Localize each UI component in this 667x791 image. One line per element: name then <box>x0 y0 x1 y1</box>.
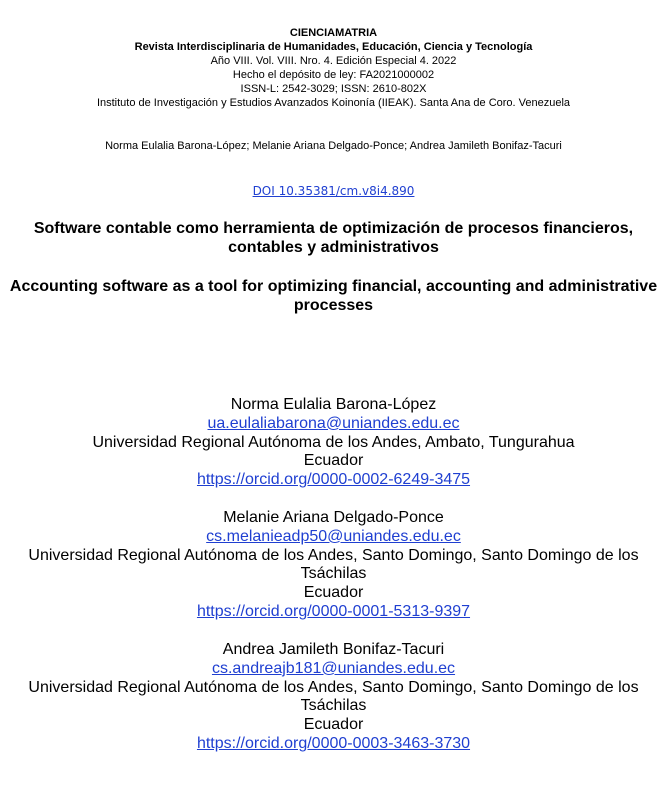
author-affiliation: Universidad Regional Autónoma de los Andes, Santo Domingo, Santo Domingo de los Tsáchilas <box>28 678 639 715</box>
journal-subtitle: Revista Interdisciplinaria de Humanidades, Educación, Ciencia y Tecnología <box>134 41 533 53</box>
author-orcid-link[interactable]: https://orcid.org/0000-0001-5313-9397 <box>196 602 471 620</box>
author-country: Ecuador <box>303 716 364 734</box>
doi-link[interactable]: DOI 10.35381/cm.v8i4.890 <box>252 184 415 198</box>
author-block <box>0 396 667 490</box>
author-country: Ecuador <box>303 452 364 470</box>
authors-line: Norma Eulalia Barona-López; Melanie Ariana Delgado-Ponce; Andrea Jamileth Bonifaz-Tacuri <box>105 140 562 152</box>
journal-issn: ISSN-L: 2542-3029; ISSN: 2610-802X <box>240 83 427 95</box>
author-name: Andrea Jamileth Bonifaz-Tacuri <box>222 641 445 658</box>
author-name: Norma Eulalia Barona-López <box>230 396 437 413</box>
author-affiliation: Universidad Regional Autónoma de los Andes, Ambato, Tungurahua <box>92 433 575 451</box>
author-email-link[interactable]: cs.andreajb181@uniandes.edu.ec <box>211 659 456 677</box>
journal-issue: Año VIII. Vol. VIII. Nro. 4. Edición Especial 4. 2022 <box>210 55 457 67</box>
journal-header <box>0 26 667 110</box>
journal-institute: Instituto de Investigación y Estudios Avanzados Koinonía (IIEAK). Santa Ana de Coro. Venezuela <box>96 97 571 109</box>
author-affiliation: Universidad Regional Autónoma de los Andes, Santo Domingo, Santo Domingo de los Tsáchilas <box>28 546 639 583</box>
author-country: Ecuador <box>303 584 364 602</box>
author-email-link[interactable]: cs.melanieadp50@uniandes.edu.ec <box>206 527 461 545</box>
author-name: Melanie Ariana Delgado-Ponce <box>223 509 444 526</box>
journal-deposit: Hecho el depósito de ley: FA2021000002 <box>232 69 435 81</box>
title-english: Accounting software as a tool for optimizing financial, accounting and administrative processes <box>9 278 658 314</box>
author-orcid-link[interactable]: https://orcid.org/0000-0002-6249-3475 <box>196 471 471 489</box>
author-orcid-link[interactable]: https://orcid.org/0000-0003-3463-3730 <box>196 734 471 752</box>
journal-name: CIENCIAMATRIA <box>289 27 378 39</box>
doi-line <box>0 184 667 198</box>
title-spanish: Software contable como herramienta de optimización de procesos financieros, contables y administrativos <box>33 220 634 256</box>
author-block <box>0 509 667 622</box>
author-email-link[interactable]: ua.eulaliabarona@uniandes.edu.ec <box>207 414 460 432</box>
author-block <box>0 641 667 754</box>
